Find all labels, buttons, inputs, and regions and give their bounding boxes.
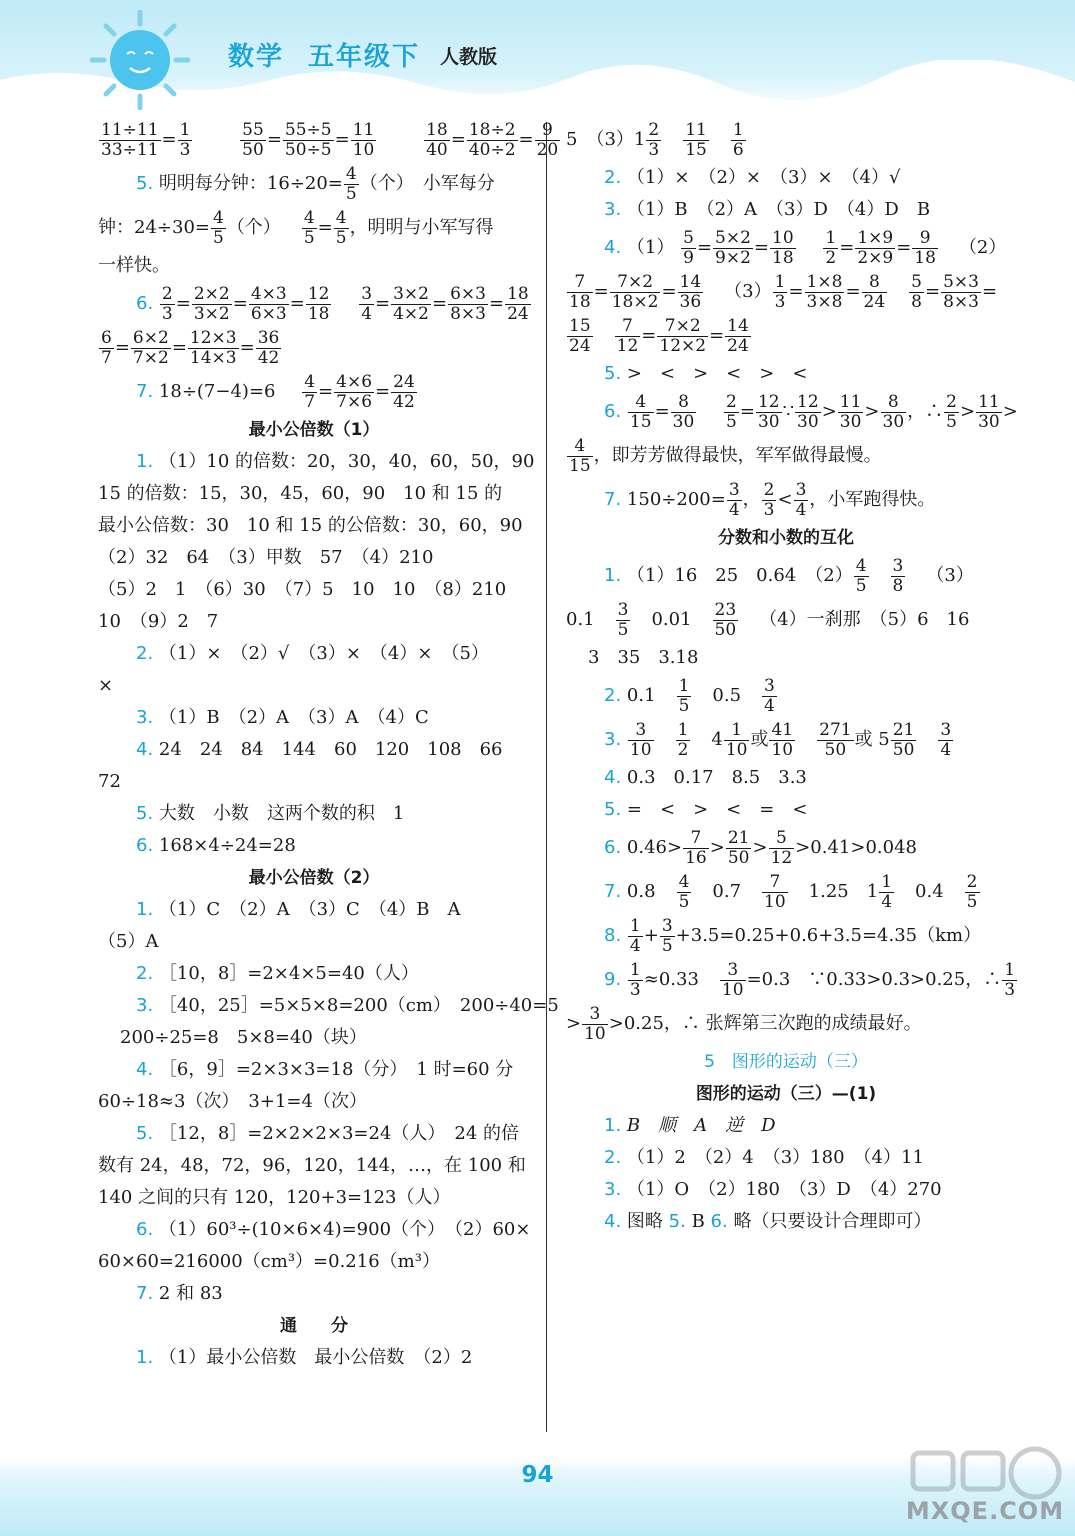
answer-line: 数有 24，48，72，96，120，144，…，在 100 和: [98, 1155, 526, 1176]
answer-line: 4. ［6，9］=2×3×3=18（分） 1 时=60 分: [136, 1059, 514, 1080]
unit-title: 5 图形的运动（三）: [704, 1052, 868, 1072]
answer-line: 140 之间的只有 120，120+3=123（人）: [98, 1187, 451, 1208]
answer-line: 60×60=216000（cm³）=0.216（m³）: [98, 1251, 440, 1272]
answer-line: 1. （1）10 的倍数：20，30，40，60，50，90: [136, 451, 535, 472]
answer-line: $\frac{15}{24}$ $\frac{7}{12}$ = $\frac{7\times 2}{12\times 2}$ = $\frac{14}{24}$: [569, 315, 749, 356]
section-title: 最小公倍数（2）: [248, 868, 380, 888]
fraction: $\frac{18}{40}$: [426, 119, 448, 160]
answer-line: 2. （1）× （2）× （3）× （4）√: [604, 167, 901, 188]
answer-line: ×: [98, 675, 114, 696]
fraction: $\frac{11}{10}$: [352, 119, 375, 160]
fraction: $\frac{4}{5}$: [303, 207, 315, 248]
fraction: $\frac{4}{5}$: [345, 163, 357, 204]
header-grade: 五年级下: [308, 42, 421, 72]
fraction: $\frac{4}{5}$: [335, 207, 347, 248]
answer-line: 最小公倍数：30 10 和 15 的公倍数：30，60，90: [98, 515, 523, 536]
answer-line: 2. 0.1 $\frac{1}{5}$ 0.5 $\frac{3}{4}$: [604, 675, 775, 716]
answer-line: 4. （1） $\frac{5}{9}$ = $\frac{5\times 2}{9\times 2}$ = $\frac{10}{18}$ $\frac{1}{2}$ = $\frac{1\times 9}{2\times 9}$ = $\frac{9}{18}$ （2）: [604, 227, 1007, 268]
answer-line: 6. $\frac{4}{15}$ = $\frac{8}{30}$ $\frac{2}{5}$ = $\frac{12}{30}$ ∵ $\frac{12}{30}$ > $\frac{11}{30}$ > $\frac{8}{30}$ ，∴ $\frac{2}{5}$ > $\frac{11}{30}$ >: [604, 391, 1018, 432]
answer-line: 15 的倍数：15，30，45，60，90 10 和 15 的: [98, 483, 503, 504]
right-column: [566, 118, 1018, 1238]
answer-line: 8. $\frac{1}{4}$ + $\frac{3}{5}$ +3.5=0.25+0.6+3.5=4.35（km）: [604, 915, 982, 956]
answer-line: （5）A: [98, 931, 159, 952]
answer-line: 7. 2 和 83: [136, 1283, 223, 1304]
answer-line: 5 （3）1 $\frac{2}{3}$ $\frac{11}{15}$ $\frac{1}{6}$: [566, 119, 744, 160]
answer-line: 5. = < > < = <: [604, 799, 808, 820]
answer-line: 1. （1）C （2）A （3）C （4）B A: [136, 899, 461, 920]
answer-line: 3 35 3.18: [588, 647, 699, 668]
answer-line: 7. 0.8 $\frac{4}{5}$ 0.7 $\frac{7}{10}$ 1.25 1 $\frac{1}{4}$ 0.4 $\frac{2}{5}$: [604, 871, 978, 912]
fraction: $\frac{9}{20}$: [536, 119, 559, 160]
answer-line: > $\frac{3}{10}$ >0.25，∴ 张辉第三次跑的成绩最好。: [566, 1003, 922, 1044]
answer-line: 0.1 $\frac{3}{5}$ 0.01 $\frac{23}{50}$ （4）一刹那 （5）6 16: [566, 599, 970, 640]
answer-line: （5）2 1 （6）30 （7）5 10 10 （8）210: [98, 579, 507, 600]
smiling-sun-icon: [90, 10, 190, 110]
answer-line: 5. ［12，8］=2×2×2×3=24（人） 24 的倍: [136, 1123, 520, 1144]
answer-line: $\frac{7}{18}$ = $\frac{7\times 2}{18\times 2}$ = $\frac{14}{36}$ （3） $\frac{1}{3}$ = $\frac{1\times 8}{3\times 8}$ = $\frac{8}{24}$ $\frac{5}{8}$ = $\frac{5\times 3}{8\times 3}$ =: [569, 271, 998, 312]
fraction: $\frac{55}{50}$: [242, 119, 264, 160]
answer-line: 3. （1）B （2）A （3）A （4）C: [136, 707, 429, 728]
answer-line: 3. $\frac{3}{10}$ $\frac{1}{2}$ 4 $\frac{1}{10}$ 或 $\frac{41}{10}$ $\frac{271}{50}$ 或 5 $\frac{21}{50}$ $\frac{3}{4}$: [604, 719, 952, 760]
item-number: 7.: [136, 381, 154, 402]
answer-line: 5. > < > < > <: [604, 363, 808, 384]
answer-line: 3. ［40，25］=5×5×8=200（cm） 200÷40=5: [136, 995, 559, 1016]
answer-line: 1. （1）16 25 0.64 （2） $\frac{4}{5}$ $\frac{3}{8}$ （3）: [604, 555, 974, 596]
answer-line: 5. 大数 小数 这两个数的积 1: [136, 803, 405, 824]
answer-line: 2. （1）2 （2）4 （3）180 （4）11: [604, 1147, 924, 1168]
answer-line: 4. 图略 5. B 6. 略（只要设计合理即可）: [604, 1211, 932, 1232]
section-title: 图形的运动（三）—(1): [695, 1084, 877, 1104]
answer-line: （2）32 64 （3）甲数 57 （4）210: [98, 547, 434, 568]
answer-line: $\frac{4}{15}$ ，即芳芳做得最快，军军做得最慢。: [569, 435, 882, 476]
answer-line: 3. （1）B （2）A （3）D （4）D B: [604, 199, 931, 220]
answer-line: $\frac{6}{7}$ = $\frac{6\times 2}{7\times 2}$ = $\frac{12\times 3}{14\times 3}$ = $\frac{36}{42}$: [101, 327, 280, 368]
left-column: [98, 118, 559, 1374]
answer-line: 6. 168×4÷24=28: [136, 835, 296, 856]
column-divider: [546, 122, 547, 1432]
answer-line: 7. 150÷200= $\frac{3}{4}$ ， $\frac{2}{3}$ < $\frac{3}{4}$ ，小军跑得快。: [604, 479, 936, 520]
answer-line: 3. （1）O （2）180 （3）D （4）270: [604, 1179, 942, 1200]
answer-line: 7. 18÷(7−4)=6 $\frac{4}{7}$ = $\frac{4\times 6}{7\times 6}$ = $\frac{24}{42}$: [136, 371, 415, 412]
answer-line: 2. （1）× （2）√ （3）× （4）× （5）: [136, 643, 489, 664]
header-subject: 数学: [228, 42, 285, 72]
answer-line: 10 （9）2 7: [98, 611, 219, 632]
section-title: 通 分: [280, 1316, 348, 1336]
fraction: $\frac{1}{3}$: [179, 119, 191, 160]
item-number: 6.: [136, 293, 154, 314]
section-title: 分数和小数的互化: [718, 528, 854, 548]
page-number: 94: [521, 1462, 554, 1488]
watermark-text: MXQE.COM: [905, 1497, 1065, 1525]
answer-line: $\frac{11\div 11}{33\div 11}$ = $\frac{1}{3}$ $\frac{55}{50}$ = $\frac{55\div 5}{50\div 5}$ = $\frac{11}{10}$ $\frac{18}{40}$ = $\frac{18\div 2}{40\div 2}$ = $\frac{9}{20}$: [101, 119, 559, 160]
answer-line: 9. $\frac{1}{3}$ ≈0.33 $\frac{3}{10}$ =0.3 ∵0.33>0.3>0.25，∴ $\frac{1}{3}$: [604, 959, 1016, 1000]
answer-line: 72: [98, 771, 121, 792]
answer-line: 2. ［10，8］=2×4×5=40（人）: [136, 963, 419, 984]
answer-line: 6. 0.46> $\frac{7}{16}$ > $\frac{21}{50}$ > $\frac{5}{12}$ >0.41>0.048: [604, 827, 917, 868]
answer-line: 4. 24 24 84 144 60 120 108 66: [136, 739, 503, 760]
item-number: 5.: [136, 173, 154, 194]
answer-line: 200÷25=8 5×8=40（块）: [120, 1027, 367, 1048]
fraction: $\frac{11\div 11}{33\div 11}$: [101, 119, 159, 160]
answer-line: 一样快。: [98, 255, 170, 276]
section-title: 最小公倍数（1）: [248, 420, 380, 440]
answer-line: 6. $\frac{2}{3}$ = $\frac{2\times 2}{3\times 2}$ = $\frac{4\times 3}{6\times 3}$ = $\frac{12}{18}$ $\frac{3}{4}$ = $\frac{3\times 2}{4\times 2}$ = $\frac{6\times 3}{8\times 3}$ = $\frac{18}{24}$: [136, 283, 529, 324]
answer-line: 4. 0.3 0.17 8.5 3.3: [604, 767, 807, 788]
answer-line: 1. （1）最小公倍数 最小公倍数 （2）2: [136, 1347, 473, 1368]
header-edition: 人教版: [440, 46, 498, 68]
answer-line: 6. （1）60³÷(10×6×4)=900（个） （2）60×: [136, 1219, 531, 1240]
fraction: $\frac{4}{5}$: [212, 207, 224, 248]
fraction: $\frac{18\div 2}{40\div 2}$: [468, 119, 516, 160]
answer-line: 5. 明明每分钟：16÷20= $\frac{4}{5}$ （个） 小军每分: [136, 163, 495, 204]
answer-line: 钟：24÷30= $\frac{4}{5}$ （个） $\frac{4}{5}$ = $\frac{4}{5}$ ，明明与小军写得: [98, 207, 494, 248]
answer-line: 60÷18≈3（次） 3+1=4（次）: [98, 1091, 367, 1112]
fraction: $\frac{55\div 5}{50\div 5}$: [284, 119, 332, 160]
answer-line: 1. B 顺 A 逆 D: [604, 1115, 776, 1136]
